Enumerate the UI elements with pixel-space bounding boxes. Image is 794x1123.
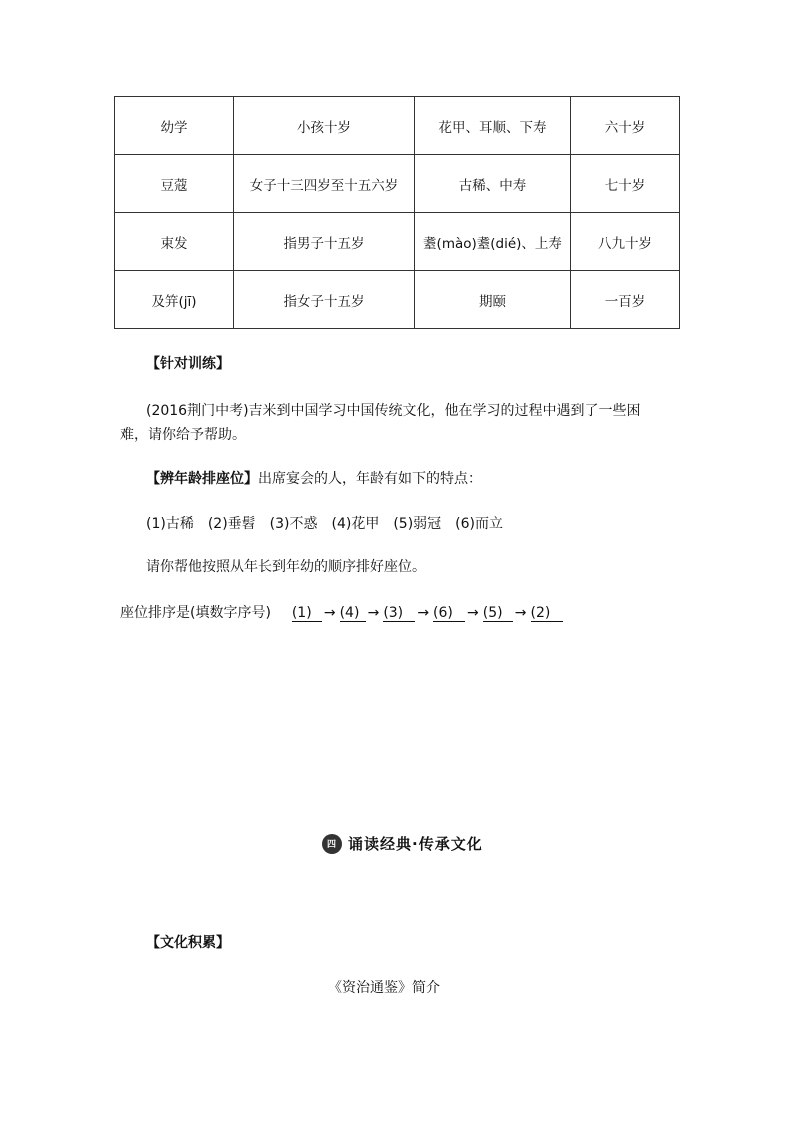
arrow-icon: → [467, 605, 479, 621]
arrow-icon: → [367, 605, 380, 621]
table-row [115, 97, 680, 155]
culture-subtitle: 《资治通鉴》简介 [328, 980, 440, 996]
table-cell: 耋(mào)耋(dié)、上寿 [415, 213, 571, 271]
table-cell: 指女子十五岁 [234, 271, 415, 329]
answer-blank: (1) [292, 605, 322, 622]
table-cell: 古稀、中寿 [415, 155, 571, 213]
section-number-badge: 四 [322, 834, 342, 854]
task-text: 出席宴会的人，年龄有如下的特点： [258, 471, 482, 487]
answer-line [120, 603, 563, 623]
table-cell: 一百岁 [571, 271, 680, 329]
table-cell: 束发 [115, 213, 234, 271]
task-heading: 【辨年龄排座位】 [146, 471, 258, 487]
table-cell: 女子十三四岁至十五六岁 [234, 155, 415, 213]
answer-label: 座位排序是(填数字序号) [120, 605, 271, 621]
arrow-icon: → [323, 605, 336, 621]
table-row [115, 213, 680, 271]
table-cell: 小孩十岁 [234, 97, 415, 155]
training-intro: (2016荆门中考)吉米到中国学习中国传统文化，他在学习的过程中遇到了一些困难，请你给予帮助。 [120, 403, 641, 443]
table-cell: 指男子十五岁 [234, 213, 415, 271]
table-cell: 七十岁 [571, 155, 680, 213]
arrow-icon: → [417, 605, 430, 621]
culture-heading: 【文化积累】 [146, 935, 230, 951]
table-cell: 八九十岁 [571, 213, 680, 271]
table-cell: 期颐 [415, 271, 571, 329]
section-title [322, 833, 483, 854]
training-heading: 【针对训练】 [146, 356, 230, 372]
arrow-icon: → [514, 605, 527, 621]
table-cell: 花甲、耳顺、下寿 [415, 97, 571, 155]
age-terms-table [114, 96, 680, 329]
answer-blank: (2) [531, 605, 563, 622]
table-cell: 幼学 [115, 97, 234, 155]
table-row [115, 271, 680, 329]
answer-blank: (5) [483, 605, 513, 622]
answer-blank: (3) [383, 605, 415, 622]
answer-blank: (6) [433, 605, 465, 622]
instruction: 请你帮他按照从年长到年幼的顺序排好座位。 [146, 559, 426, 575]
section-title-text: 诵读经典·传承文化 [348, 835, 483, 853]
table-cell: 豆蔻 [115, 155, 234, 213]
table-cell: 六十岁 [571, 97, 680, 155]
table-row [115, 155, 680, 213]
age-options: (1)古稀 (2)垂髫 (3)不惑 (4)花甲 (5)弱冠 (6)而立 [146, 516, 503, 532]
task-line [146, 469, 482, 489]
answer-blank: (4) [340, 605, 366, 622]
table-cell: 及笄(jī) [115, 271, 234, 329]
